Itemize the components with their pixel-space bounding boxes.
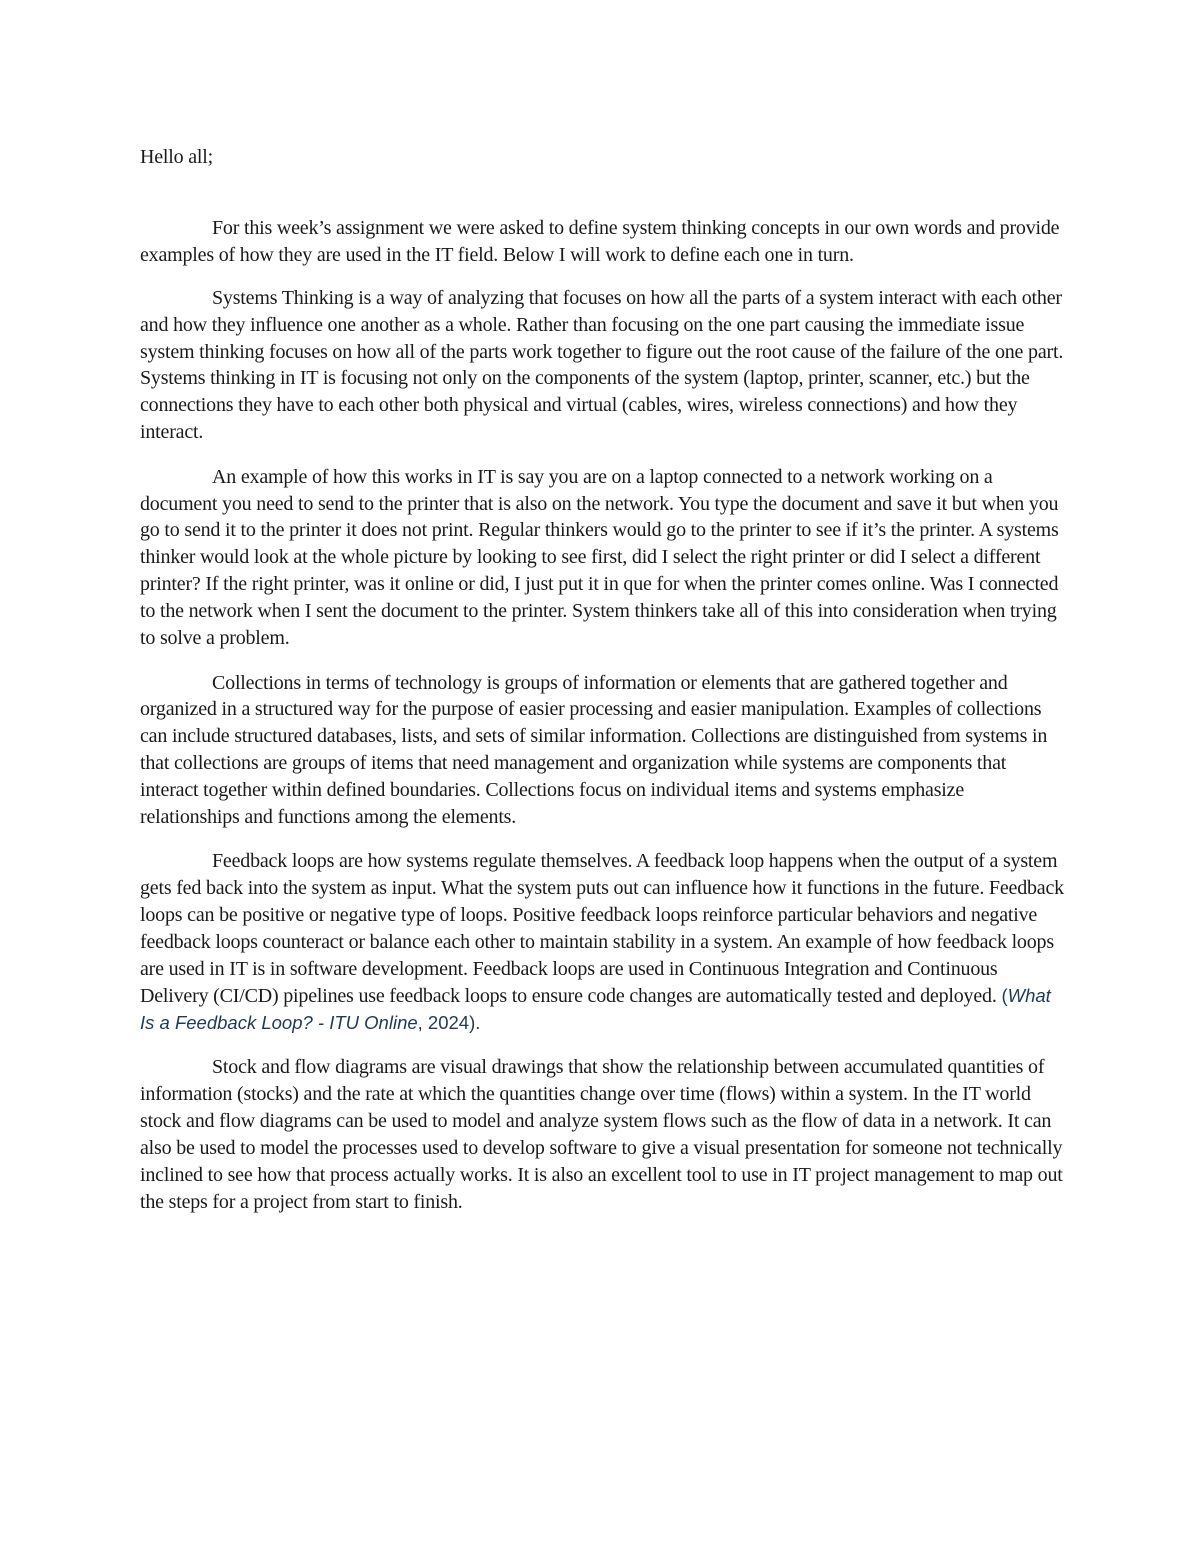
paragraph-stock-and-flow: Stock and flow diagrams are visual drawings that show the relationship between accumulated quantities of information (stocks) and the rate at which the quantities change over time (flows) within a system. In the IT world stock and flow diagrams can be used to model and analyze system flows such as the flow of data in a network. It can also be used to model the processes used to develop software to give a visual presentation for someone not technically inclined to see how that process actually works. It is also an excellent tool to use in IT project management to map out the steps for a project from start to finish. <box>140 1056 1063 1213</box>
greeting: Hello all; <box>140 146 213 168</box>
citation-title: What Is a Feedback Loop? - ITU Online <box>140 984 1051 1033</box>
document-page <box>140 144 1065 1233</box>
feedback-loops-text: Feedback loops are how systems regulate themselves. A feedback loop happens when the output of a system gets fed back into the system as input. What the system puts out can influence how it functions in the future. Feedback loops can be positive or negative type of loops. Positive feedback loops reinforce particular behaviors and negative feedback loops counteract or balance each other to maintain stability in a system. An example of how feedback loops are used in IT is in software development. Feedback loops are used in Continuous Integration and Continuous Delivery (CI/CD) pipelines use feedback loops to ensure code changes are automatically tested and deployed. <box>140 850 1064 1007</box>
paragraph-systems-thinking: Systems Thinking is a way of analyzing that focuses on how all the parts of a system interact with each other and how they influence one another as a whole. Rather than focusing on the one part causing the immediate issue system thinking focuses on how all of the parts work together to figure out the root cause of the failure of the one part. Systems thinking in IT is focusing not only on the components of the system (laptop, printer, scanner, etc.) but the connections they have to each other both physical and virtual (cables, wires, wireless connections) and how they interact. <box>140 286 1064 444</box>
citation-open: ( <box>1001 984 1008 1006</box>
paragraph-collections: Collections in terms of technology is groups of information or elements that are gathered together and organized in a structured way for the purpose of easier processing and easier manipulation. Examples of collections can include structured databases, lists, and sets of similar information. Collections are distinguished from systems in that collections are groups of items that need management and organization while systems are components that interact together within defined boundaries. Collections focus on individual items and systems emphasize relationships and functions among the elements. <box>140 671 1048 829</box>
paragraph-intro: For this week’s assignment we were asked to define system thinking concepts in our own words and provide examples of how they are used in the IT field. Below I will work to define each one in turn. <box>140 216 1060 266</box>
paragraph-it-example: An example of how this works in IT is say you are on a laptop connected to a network working on a document you need to send to the printer that is also on the network. You type the document and save it but when you go to send it to the printer it does not print. Regular thinkers would go to the printer to see if it’s the printer. A systems thinker would look at the whole picture by looking to see first, did I select the right printer or did I select a different printer? If the right printer, was it online or did, I just put it in que for when the printer comes online. Was I connected to the network when I sent the document to the printer. System thinkers take all of this into consideration when trying to solve a problem. <box>140 465 1059 650</box>
citation-year: , 2024). <box>417 1011 481 1033</box>
paragraph-feedback-loops <box>140 848 1065 1036</box>
